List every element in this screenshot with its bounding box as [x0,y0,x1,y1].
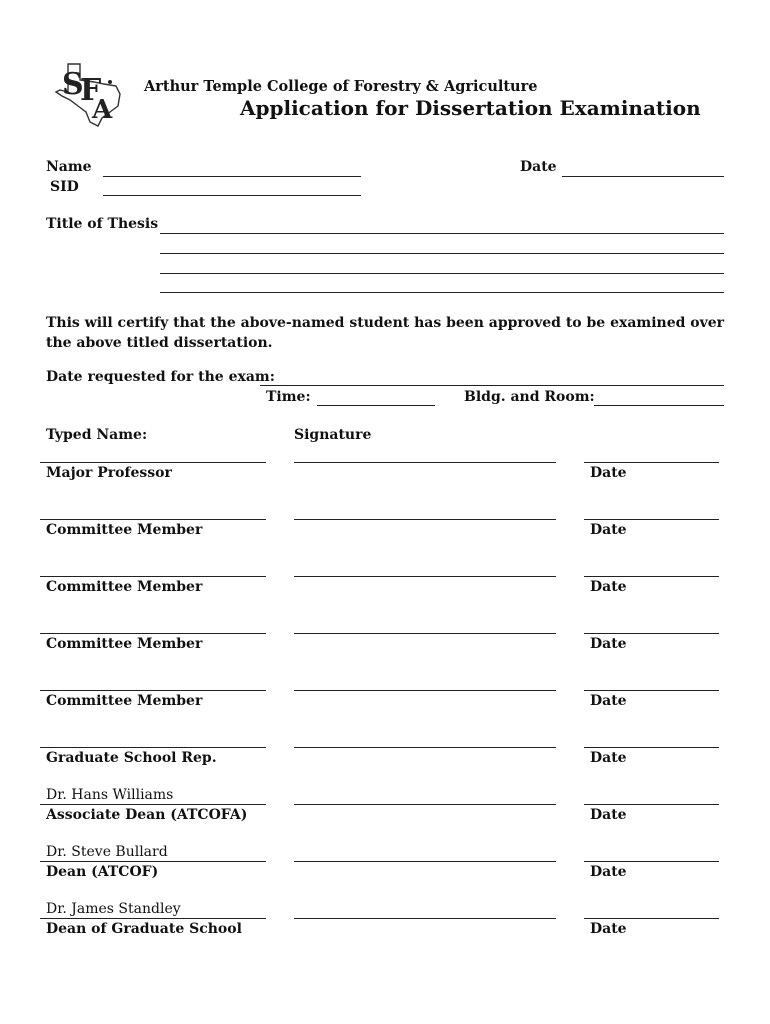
signer-date-label: Date [590,750,627,766]
name-field[interactable] [103,176,361,177]
bldg-room-label: Bldg. and Room: [464,389,595,405]
signature-date-line[interactable] [584,690,719,691]
signer-role: Major Professor [46,465,172,481]
signer-role: Dean (ATCOF) [46,864,159,880]
page-title: Application for Dissertation Examination [240,96,701,120]
typed-name-line[interactable] [40,633,266,634]
signer-role: Committee Member [46,636,203,652]
typed-name-line[interactable] [40,918,266,919]
typed-name-line[interactable] [40,576,266,577]
signer-role: Committee Member [46,579,203,595]
signature-date-line[interactable] [584,576,719,577]
typed-name-header: Typed Name: [46,427,148,443]
thesis-title-line-2[interactable] [160,253,724,254]
thesis-title-label: Title of Thesis [46,216,159,232]
signature-line[interactable] [294,918,556,919]
signer-date-label: Date [590,693,627,709]
signer-date-label: Date [590,636,627,652]
typed-name-line[interactable] [40,804,266,805]
time-label: Time: [266,389,311,405]
typed-name-line[interactable] [40,861,266,862]
typed-name-line[interactable] [40,519,266,520]
date-requested-label: Date requested for the exam: [46,369,275,385]
signature-line[interactable] [294,804,556,805]
date-field[interactable] [562,176,724,177]
thesis-title-line-1[interactable] [160,233,724,234]
signer-date-label: Date [590,579,627,595]
signature-date-line[interactable] [584,747,719,748]
signer-role: Committee Member [46,522,203,538]
typed-name-line[interactable] [40,747,266,748]
svg-text:A: A [92,95,113,125]
signature-line[interactable] [294,576,556,577]
sfa-logo [54,60,126,128]
certification-text: This will certify that the above-named student has been approved to be examined over the above titled dissertation. [46,315,725,351]
sid-field[interactable] [103,195,361,196]
signature-date-line[interactable] [584,633,719,634]
signer-role: Graduate School Rep. [46,750,217,766]
signature-line[interactable] [294,519,556,520]
signer-date-label: Date [590,864,627,880]
signer-role: Committee Member [46,693,203,709]
date-label: Date [520,159,557,175]
signer-typed-name: Dr. James Standley [46,901,181,917]
bldg-room-field[interactable] [594,405,724,406]
signature-line[interactable] [294,690,556,691]
signature-date-line[interactable] [584,804,719,805]
signature-date-line[interactable] [584,462,719,463]
signer-date-label: Date [590,807,627,823]
name-label: Name [46,159,92,175]
signature-date-line[interactable] [584,519,719,520]
date-requested-field[interactable] [260,385,724,386]
signer-typed-name: Dr. Hans Williams [46,787,174,803]
sid-label: SID [50,179,79,195]
signature-date-line[interactable] [584,918,719,919]
typed-name-line[interactable] [40,690,266,691]
signer-role: Dean of Graduate School [46,921,242,937]
signature-date-line[interactable] [584,861,719,862]
thesis-title-line-3[interactable] [160,273,724,274]
svg-text:S: S [62,67,84,102]
signer-typed-name: Dr. Steve Bullard [46,844,168,860]
signature-line[interactable] [294,747,556,748]
signer-role: Associate Dean (ATCOFA) [46,807,248,823]
college-name: Arthur Temple College of Forestry & Agriculture [144,78,538,95]
time-field[interactable] [317,405,435,406]
signer-date-label: Date [590,465,627,481]
signature-line[interactable] [294,633,556,634]
thesis-title-line-4[interactable] [160,292,724,293]
signature-line[interactable] [294,462,556,463]
svg-text:F: F [80,73,102,108]
signer-date-label: Date [590,921,627,937]
signature-header: Signature [294,427,372,443]
typed-name-line[interactable] [40,462,266,463]
signer-date-label: Date [590,522,627,538]
signature-line[interactable] [294,861,556,862]
